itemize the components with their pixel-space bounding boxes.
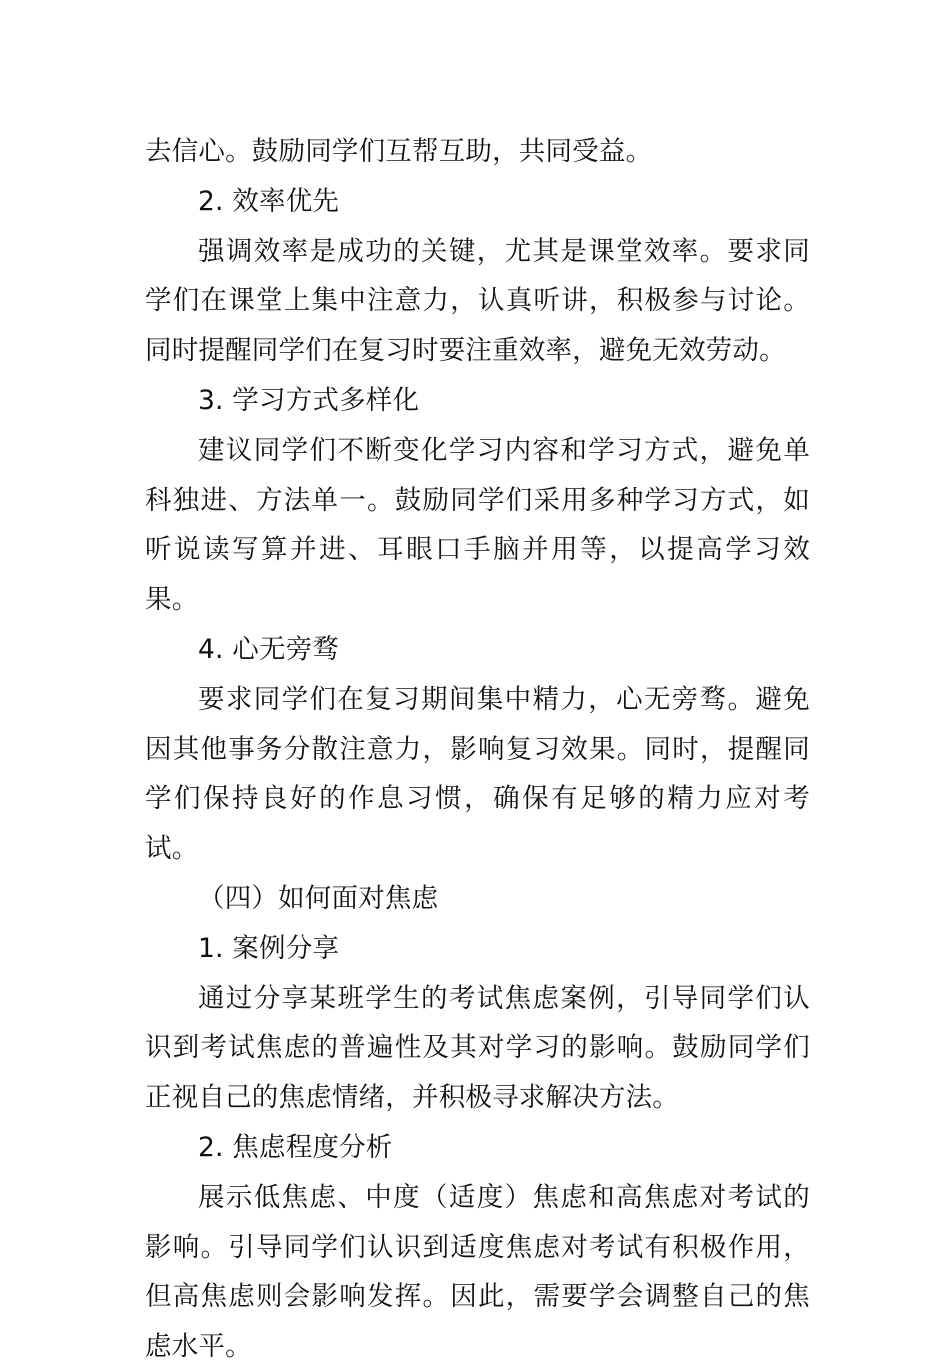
paragraph-continuation: 去信心。鼓励同学们互帮互助，共同受益。 — [145, 136, 653, 167]
paragraph-anxiety-analysis: 展示低焦虑、中度（适度）焦虑和高焦虑对考试的影响。引导同学们认识到适度焦虑对考试有积极作用，但高焦虑则会影响发挥。因此，需要学会调整自己的焦虑水平。 — [145, 1181, 810, 1363]
heading-focus: 4. 心无旁骛 — [198, 633, 340, 665]
section-heading-anxiety: （四）如何面对焦虑 — [198, 882, 439, 914]
heading-diverse-methods: 3. 学习方式多样化 — [198, 384, 420, 416]
paragraph-case-sharing: 通过分享某班学生的考试焦虑案例，引导同学们认识到考试焦虑的普遍性及其对学习的影响。鼓励同学们正视自己的焦虑情绪，并积极寻求解决方法。 — [145, 982, 810, 1114]
document-body — [145, 127, 810, 1372]
heading-efficiency-first: 2. 效率优先 — [198, 185, 340, 217]
heading-case-sharing: 1. 案例分享 — [198, 932, 340, 964]
paragraph-diverse-methods: 建议同学们不断变化学习内容和学习方式，避免单科独进、方法单一。鼓励同学们采用多种学习方式，如听说读写算并进、耳眼口手脑并用等，以提高学习效果。 — [145, 434, 810, 616]
paragraph-efficiency: 强调效率是成功的关键，尤其是课堂效率。要求同学们在课堂上集中注意力，认真听讲，积极参与讨论。同时提醒同学们在复习时要注重效率，避免无效劳动。 — [145, 235, 810, 367]
paragraph-focus: 要求同学们在复习期间集中精力，心无旁骛。避免因其他事务分散注意力，影响复习效果。同时，提醒同学们保持良好的作息习惯，确保有足够的精力应对考试。 — [145, 683, 810, 865]
heading-anxiety-analysis: 2. 焦虑程度分析 — [198, 1131, 393, 1163]
